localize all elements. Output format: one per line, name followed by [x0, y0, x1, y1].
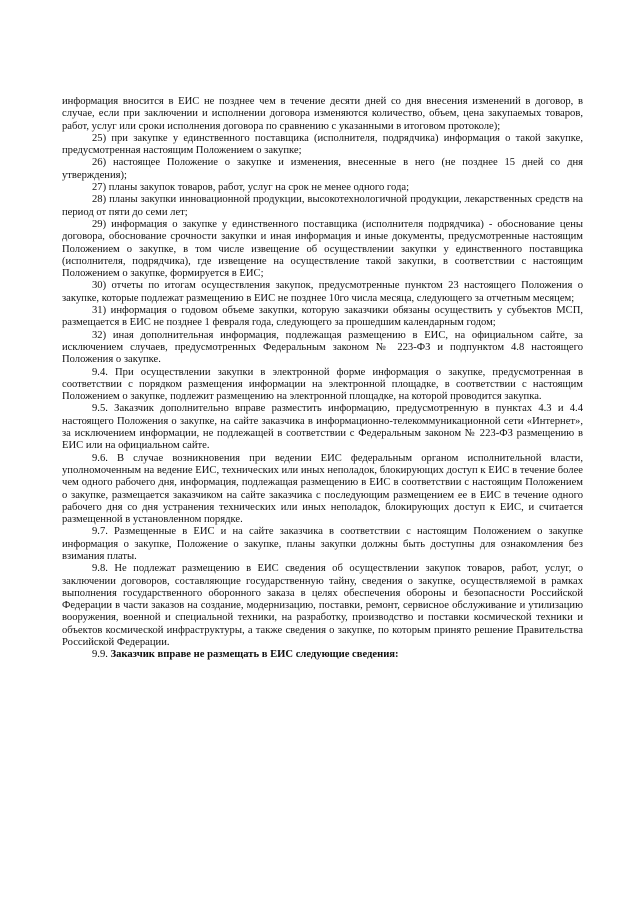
paragraph-item-28: 28) планы закупки инновационной продукции, высокотехнологичной продукции, лекарственных средств на период от пяти до семи лет;	[62, 194, 583, 218]
paragraph-9-5: 9.5. Заказчик дополнительно вправе разместить информацию, предусмотренную в пунктах 4.3 и 4.4 настоящего Положения о закупке, на сайте заказчика в информационно-телекоммуникационной сети «Интернет», за исключением информации, не подлежащей в соответствии с Федеральным законом № 223-ФЗ размещению в ЕИС или на официальном сайте.	[62, 403, 583, 452]
paragraph-item-30: 30) отчеты по итогам осуществления закупок, предусмотренные пунктом 23 настоящего Положения о закупке, которые подлежат размещению в ЕИС не позднее 10го числа месяца, следующего за отчетным месяцем;	[62, 280, 583, 304]
paragraph-item-27: 27) планы закупок товаров, работ, услуг на срок не менее одного года;	[92, 182, 410, 194]
paragraph-item-26: 26) настоящее Положение о закупке и изменения, внесенные в него (не позднее 15 дней со дня утверждения);	[62, 157, 583, 181]
paragraph-9-9-number: 9.9.	[92, 649, 108, 661]
paragraph-continuation: информация вносится в ЕИС не позднее чем в течение десяти дней со дня внесения изменений в договор, в случае, если при заключении и исполнении договора изменяются количество, объем, цена закупаемых товаров, работ, услуг или сроки исполнения договора по сравнению с указанными в итоговом протоколе);	[62, 96, 583, 132]
paragraph-9-7: 9.7. Размещенные в ЕИС и на сайте заказчика в соответствии с настоящим Положением о закупке информация о закупке, Положение о закупке, планы закупки должны быть доступны для ознакомления без взимания платы.	[62, 526, 583, 562]
paragraph-9-9	[62, 649, 583, 661]
paragraph-item-31: 31) информация о годовом объеме закупки, которую заказчики обязаны осуществить у субъектов МСП, размещается в ЕИС не позднее 1 февраля года, следующего за прошедшим календарным годом;	[62, 305, 583, 329]
paragraph-item-32: 32) иная дополнительная информация, подлежащая размещению в ЕИС, на официальном сайте, за исключением случаев, предусмотренных Федеральным законом № 223-ФЗ и подпунктом 4.8 настоящего Положения о закупке.	[62, 329, 583, 366]
paragraph-9-9-heading: Заказчик вправе не размещать в ЕИС следующие сведения:	[110, 649, 399, 661]
paragraph-9-8: 9.8. Не подлежат размещению в ЕИС сведения об осуществлении закупок товаров, работ, услуг, о заключении договоров, составляющие государственную тайну, сведения о закупке, осуществляемой в рамках выполнения государственного оборонного заказа в целях обеспечения обороны и безопасности Российской Федерации в части заказов на создание, модернизацию, поставки, ремонт, сервисное обслуживание и утилизацию вооружения, военной и специальной техники, на разработку, производство и поставки космической техники и объектов космической инфраструктуры, а также сведения о закупке, по которым принято решение Правительства Российской Федерации.	[62, 563, 583, 649]
document-body	[62, 96, 583, 662]
paragraph-9-4: 9.4. При осуществлении закупки в электронной форме информация о закупке, предусмотренная в соответствии с порядком размещения информации на электронной площадке, в соответствии с настоящим Положением о закупке, подлежит размещению на электронной площадке, на которой проводится закупка.	[62, 366, 583, 403]
paragraph-9-6: 9.6. В случае возникновения при ведении ЕИС федеральным органом исполнительной власти, уполномоченным на ведение ЕИС, технических или иных неполадок, блокирующих доступ к ЕИС в течение более чем одного рабочего дня, информация, подлежащая размещению в ЕИС в соответствии с настоящим Положением о закупке, размещается заказчиком на сайте заказчика с последующим размещением ее в ЕИС в течение одного рабочего дня со дня устранения технических или иных неполадок, блокирующих доступ к ЕИС, и считается размещенной в установленном порядке.	[62, 452, 583, 526]
paragraph-item-25: 25) при закупке у единственного поставщика (исполнителя, подрядчика) информация о такой закупке, предусмотренная настоящим Положением о закупке;	[62, 132, 583, 157]
paragraph-item-29: 29) информация о закупке у единственного поставщика (исполнителя подрядчика) - обоснование цены договора, обоснование срочности закупки и иная информация и иные документы, предусмотренные настоящим Положением о закупке, в том числе извещение об осуществлении закупки у единственного поставщика (исполнителя, подрядчика), где извещение на осуществление такой закупки, в соответствии с настоящим Положением о закупке, формируется в ЕИС;	[62, 218, 583, 280]
